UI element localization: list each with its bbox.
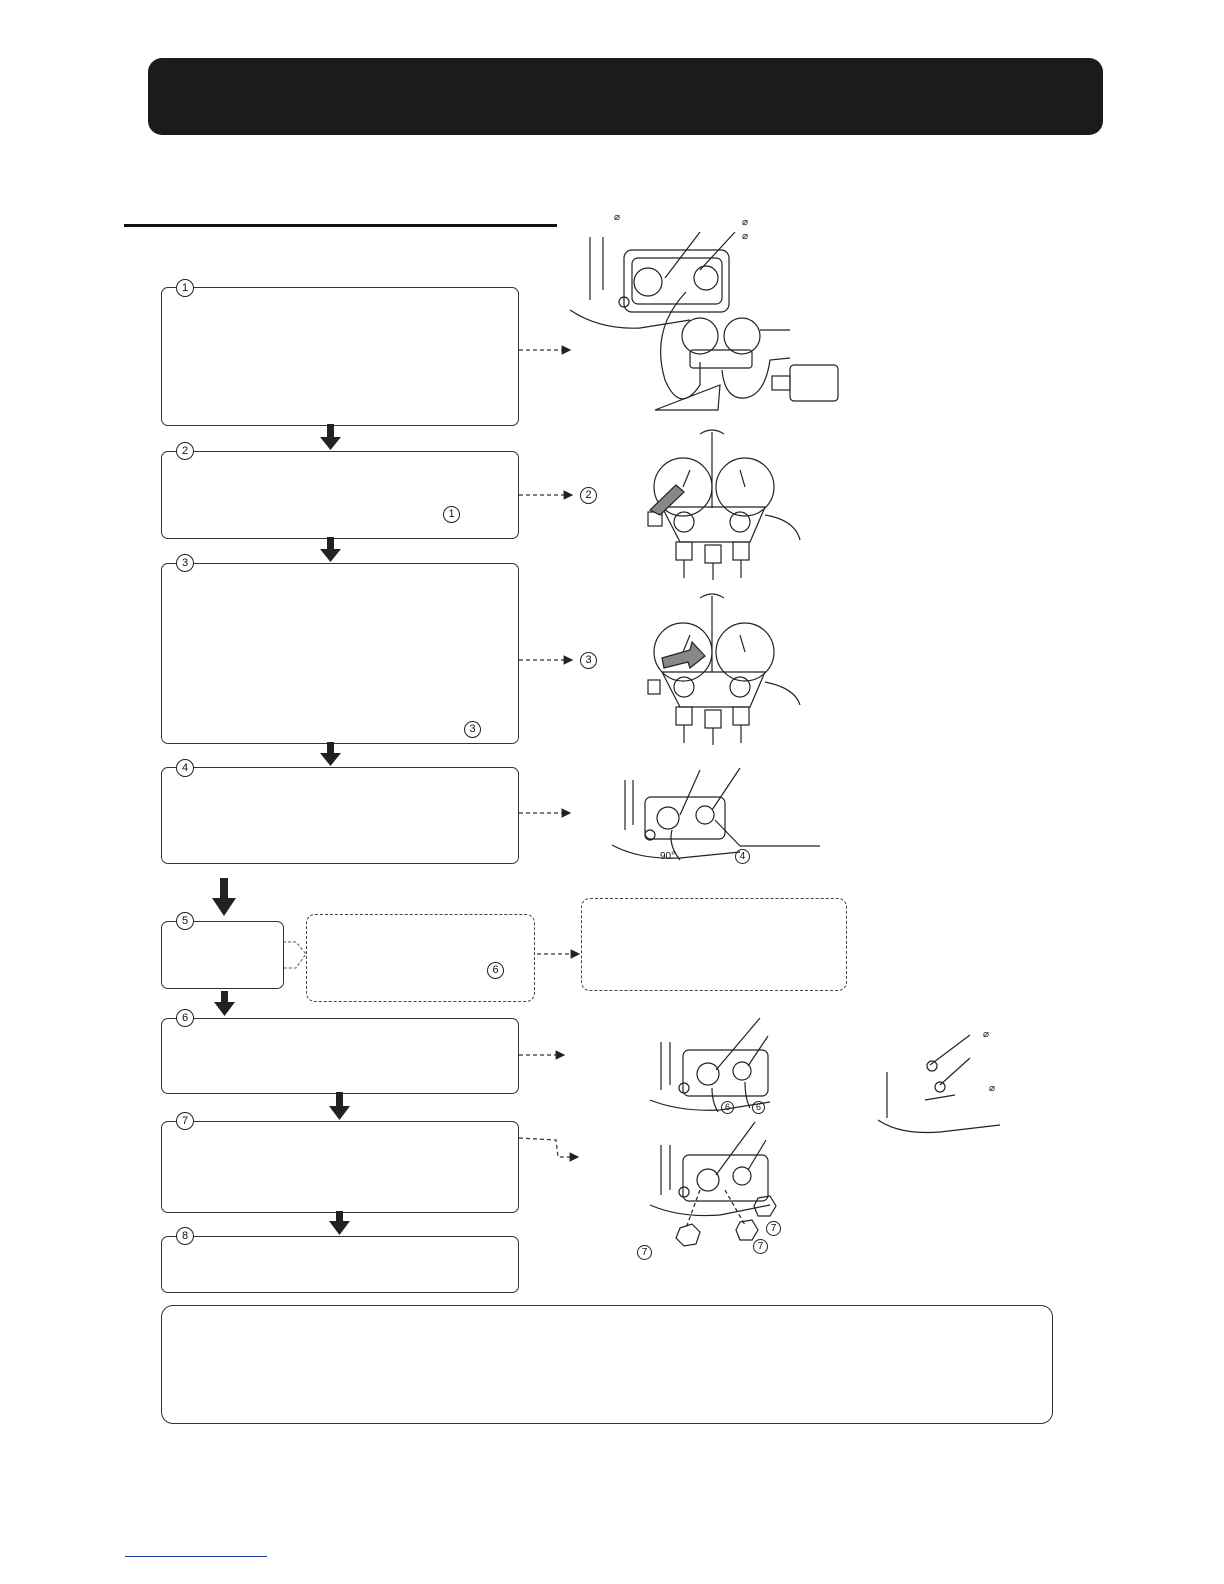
diameter-symbol: ⌀ [614, 212, 621, 223]
diameter-symbol: ⌀ [742, 217, 749, 228]
figure-6-ref: 6 [721, 1101, 734, 1114]
flow-arrows [212, 424, 350, 1235]
step-4-badge: 4 [176, 759, 194, 777]
step-5-badge: 5 [176, 912, 194, 930]
figure-7-ref: 7 [637, 1245, 652, 1260]
figure-7-ref: 7 [766, 1221, 781, 1236]
figure-6-detail [878, 1035, 1000, 1133]
step-1-badge: 1 [176, 279, 194, 297]
angle-label: 90° [660, 851, 676, 862]
figure-3-manifold-gauge [648, 594, 800, 745]
figure-4-valve-open [612, 768, 820, 860]
pointer-arrows [519, 350, 579, 1157]
step-8-badge: 8 [176, 1227, 194, 1245]
figure-6-disconnect [650, 1018, 770, 1112]
figure-2-manifold-gauge [648, 430, 800, 580]
figure-6-ref: 6 [752, 1101, 765, 1114]
diameter-symbol: ⌀ [983, 1029, 990, 1040]
step-2-ref: 1 [443, 506, 460, 523]
arrow-2-ref: 2 [580, 487, 597, 504]
diameter-symbol: ⌀ [989, 1083, 996, 1094]
step-3-badge: 3 [176, 554, 194, 572]
figure-7-ref: 7 [753, 1239, 768, 1254]
step-3-ref: 3 [464, 721, 481, 738]
figure-7-caps [650, 1122, 776, 1246]
step-5-dashed-ref: 6 [487, 962, 504, 979]
figure-1-vacuum-setup [570, 232, 838, 410]
diameter-symbol: ⌀ [742, 231, 749, 242]
step-6-badge: 6 [176, 1009, 194, 1027]
step-2-badge: 2 [176, 442, 194, 460]
step-7-badge: 7 [176, 1112, 194, 1130]
arrow-3-ref: 3 [580, 652, 597, 669]
figure-4-ref: 4 [735, 849, 750, 864]
